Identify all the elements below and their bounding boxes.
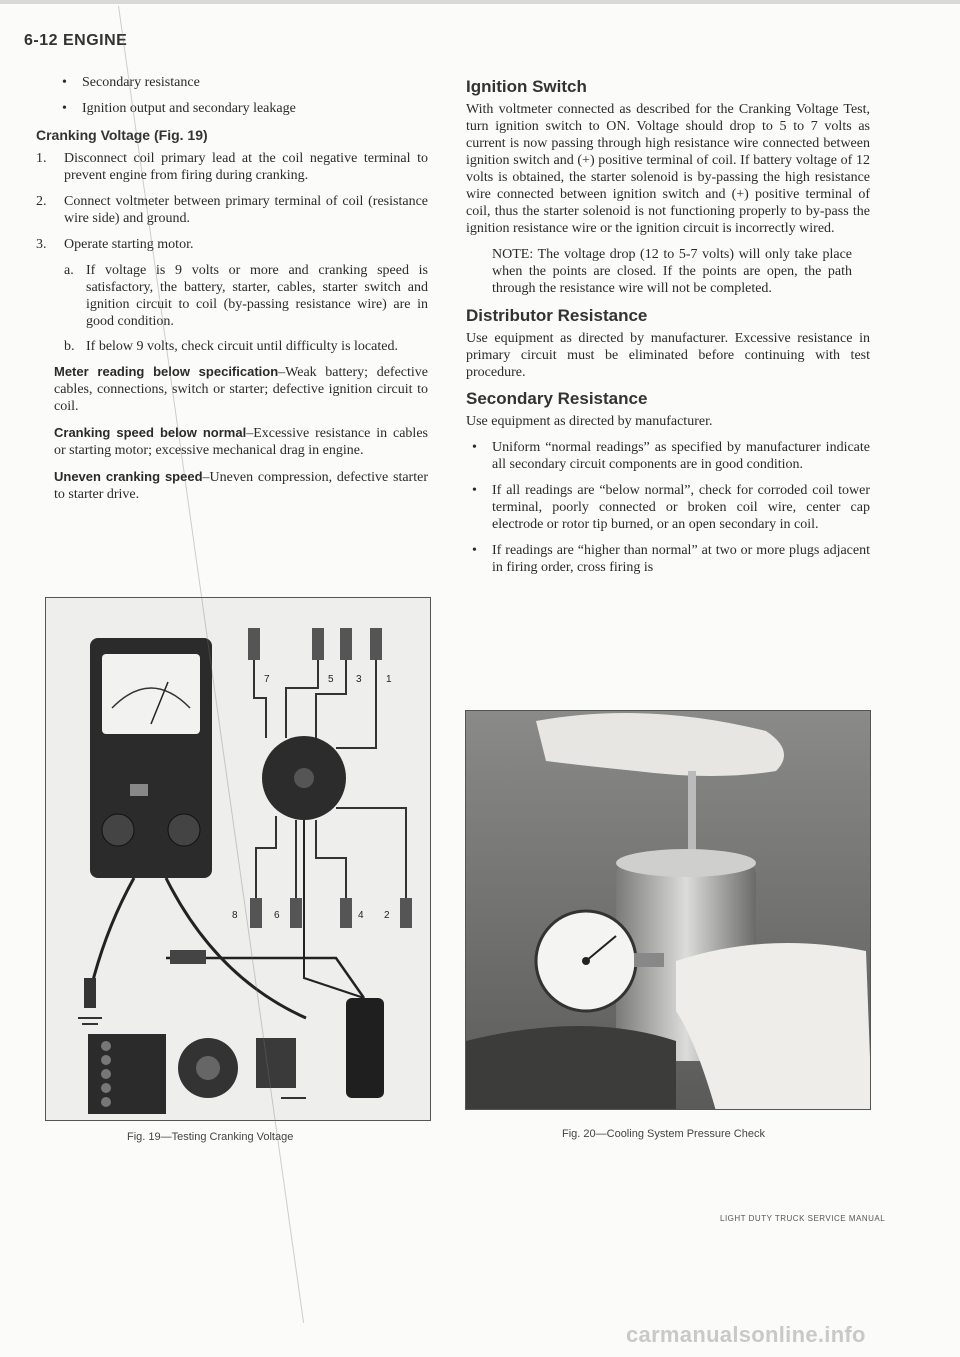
figure-20-pressure-check-photo	[465, 710, 871, 1110]
voltmeter-label-plate	[130, 784, 148, 796]
figure-19-caption: Fig. 19—Testing Cranking Voltage	[127, 1131, 294, 1143]
voltmeter-lead	[166, 878, 306, 1018]
figure-20-caption: Fig. 20—Cooling System Pressure Check	[562, 1128, 765, 1140]
page-header: 6-12 ENGINE	[24, 32, 128, 49]
spark-plugs-top	[248, 628, 382, 660]
step-text: Disconnect coil primary lead at the coil negative terminal to prevent engine from firing during cranking.	[64, 151, 428, 183]
diagnostic-text: –Uneven compression, defective starter to starter drive.	[54, 470, 428, 502]
step-item	[36, 193, 428, 227]
ignition-switch-heading: Ignition Switch	[466, 77, 587, 96]
distributor-resistance-heading: Distributor Resistance	[466, 306, 648, 325]
voltmeter-lead	[91, 878, 134, 988]
diagnostic-paragraph	[54, 468, 428, 503]
spark-plug-wires-bottom	[256, 808, 406, 898]
cylinder-number-5: 5	[328, 674, 334, 685]
step-text: Connect voltmeter between primary terminal of coil (resistance wire side) and ground.	[64, 194, 428, 226]
cylinder-number-1: 1	[386, 674, 392, 685]
secondary-resistance-heading: Secondary Resistance	[466, 389, 648, 408]
ground-clip	[84, 978, 96, 1008]
diagnostic-label: Uneven cranking speed	[54, 469, 203, 484]
voltmeter-knob	[168, 814, 200, 846]
distributor-center	[294, 768, 314, 788]
right-column	[466, 74, 870, 585]
step-item	[36, 150, 428, 184]
distributor-resistance-text: Use equipment as directed by manufacturer. Excessive resistance in primary circuit must be eliminated before continuing with test procedure.	[466, 331, 870, 380]
ignition-switch-text: With voltmeter connected as described for the Cranking Voltage Test, turn ignition switch to ON. Voltage should drop to 5 to 7 volts as current is now passing through high resistance wire connected between ignition switch and (+) positive terminal of coil. If battery voltage of 12 volts is obtained, the starter solenoid is by-passing the high resistance wire connected between ignition switch and (+) positive terminal of coil, thus the starter solenoid is not functioning properly to by-pass the ignition resistance wire or the ignition circuit is incorrectly wired.	[466, 102, 870, 236]
diagnostic-paragraph	[54, 363, 428, 415]
tester-rod	[688, 771, 696, 861]
diagnostic-paragraph	[54, 424, 428, 459]
engine-compartment	[466, 1026, 676, 1110]
substep-letter: a.	[64, 263, 74, 278]
substep-text: If below 9 volts, check circuit until difficulty is located.	[86, 339, 398, 354]
tester-top	[616, 849, 756, 877]
gauge-fitting	[634, 953, 664, 967]
secondary-resistance-text: Use equipment as directed by manufacturer.	[466, 414, 713, 429]
step-number: 1.	[36, 151, 47, 166]
cylinder-number-7: 7	[264, 674, 270, 685]
substep-item	[64, 262, 428, 330]
substep-letter: b.	[64, 339, 75, 354]
cylinder-number-3: 3	[356, 674, 362, 685]
ignition-coil	[346, 998, 384, 1098]
coil-secondary-wire	[304, 820, 364, 998]
cylinder-number-6: 6	[274, 910, 280, 921]
voltmeter-knob	[102, 814, 134, 846]
ignition-note: NOTE: The voltage drop (12 to 5-7 volts) will only take place when the points are closed. If the points are open, the path through the resistance wire will not be completed.	[492, 247, 852, 296]
bullet-item: • Uniform “normal readings” as specified by manufacturer indicate all secondary circuit components are in good condition.	[466, 439, 870, 473]
diagnostic-text: –Weak battery; defective cables, connections, switch or starter; defective ignition circuit to coil.	[54, 365, 428, 414]
voltmeter-dial	[102, 654, 200, 734]
diagnostic-text: –Excessive resistance in cables or starting motor; excessive mechanical drag in engine.	[54, 426, 428, 458]
watermark: carmanualsonline.info	[626, 1322, 866, 1347]
bullet-item: • Ignition output and secondary leakage	[56, 100, 428, 117]
starter-motor-hub	[196, 1056, 220, 1080]
battery	[88, 1034, 166, 1114]
step-item	[36, 236, 428, 253]
top-edge	[0, 0, 960, 4]
substep-item	[64, 338, 428, 355]
bullet-item: • Secondary resistance	[56, 74, 428, 91]
cylinder-number-8: 8	[232, 910, 238, 921]
diagnostic-label: Meter reading below specification	[54, 364, 279, 379]
ignition-switch-connector	[170, 950, 206, 964]
step-number: 3.	[36, 237, 47, 252]
cranking-voltage-heading: Cranking Voltage (Fig. 19)	[36, 127, 208, 143]
manual-title-footer: LIGHT DUTY TRUCK SERVICE MANUAL	[720, 1214, 886, 1223]
step-number: 2.	[36, 194, 47, 209]
diagnostic-label: Cranking speed below normal	[54, 425, 247, 440]
cylinder-number-2: 2	[384, 910, 390, 921]
cylinder-number-4: 4	[358, 910, 364, 921]
substep-text: If voltage is 9 volts or more and cranking speed is satisfactory, the battery, starter, cables, starter switch and ignition circuit to coil (by-passing resistance wire) are in good condition.	[86, 263, 428, 329]
starter-solenoid	[256, 1038, 296, 1088]
left-column	[36, 74, 428, 512]
bullet-item: • If all readings are “below normal”, check for corroded coil tower terminal, poorly connected or broken coil wire, center cap electrode or rotor tip burned, or an open secondary in coil.	[466, 482, 870, 533]
spark-plug-wires-top	[254, 658, 376, 748]
bullet-item: • If readings are “higher than normal” at two or more plugs adjacent in firing order, cross firing is	[466, 542, 870, 576]
step-text: Operate starting motor.	[64, 237, 194, 252]
